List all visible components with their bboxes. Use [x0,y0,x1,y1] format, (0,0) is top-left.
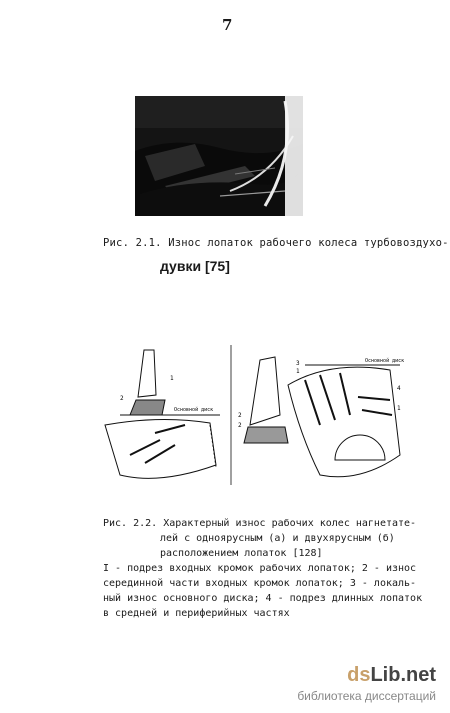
figure2-caption-line: Рис. 2.2. Характерный износ рабочих колес нагнетате- [103,518,417,529]
figure2-caption-line: лей с одноярусным (а) и двухярусным (б) [160,533,395,544]
figure2-label: 3 [296,360,300,367]
figure2-label: 4 [397,385,401,392]
watermark-logo [347,664,436,687]
watermark-subtitle: библиотека диссертаций [297,689,436,703]
figure1-caption-line1: Рис. 2.1. Износ лопаток рабочего колеса турбовоздухо- [103,237,449,249]
figure2-caption-line: расположением лопаток [128] [160,548,323,559]
figure2-label: 2 [238,412,242,419]
figure2-caption-line: ный износ основного диска; 4 - подрез длинных лопаток [103,593,423,604]
figure1-caption-line2: дувки [75] [160,258,230,274]
watermark-logo-suffix: Lib.net [370,664,436,686]
figure2-label: Основной диск [365,358,405,364]
figure2-right-drawing [244,357,400,477]
figure2-caption-line: в средней и периферийных частях [103,608,290,619]
figure2-label: 1 [397,405,401,412]
figure2-left-drawing [105,350,220,478]
figure2-caption-line: серединной части входных кромок лопаток; 3 - локаль- [103,578,417,589]
figure-photo [135,96,303,216]
figure2-caption-line: I - подрез входных кромок рабочих лопаток; 2 - износ [103,563,417,574]
figure2-label: 1 [170,375,174,382]
page-number: 7 [222,16,233,34]
figure2-label: Основной диск [174,407,214,413]
figure2-label: 2 [238,422,242,429]
figure2-label: 1 [296,368,300,375]
figure2-drawings [100,345,418,485]
figure2-label: 2 [120,395,124,402]
watermark-logo-prefix: ds [347,664,371,686]
